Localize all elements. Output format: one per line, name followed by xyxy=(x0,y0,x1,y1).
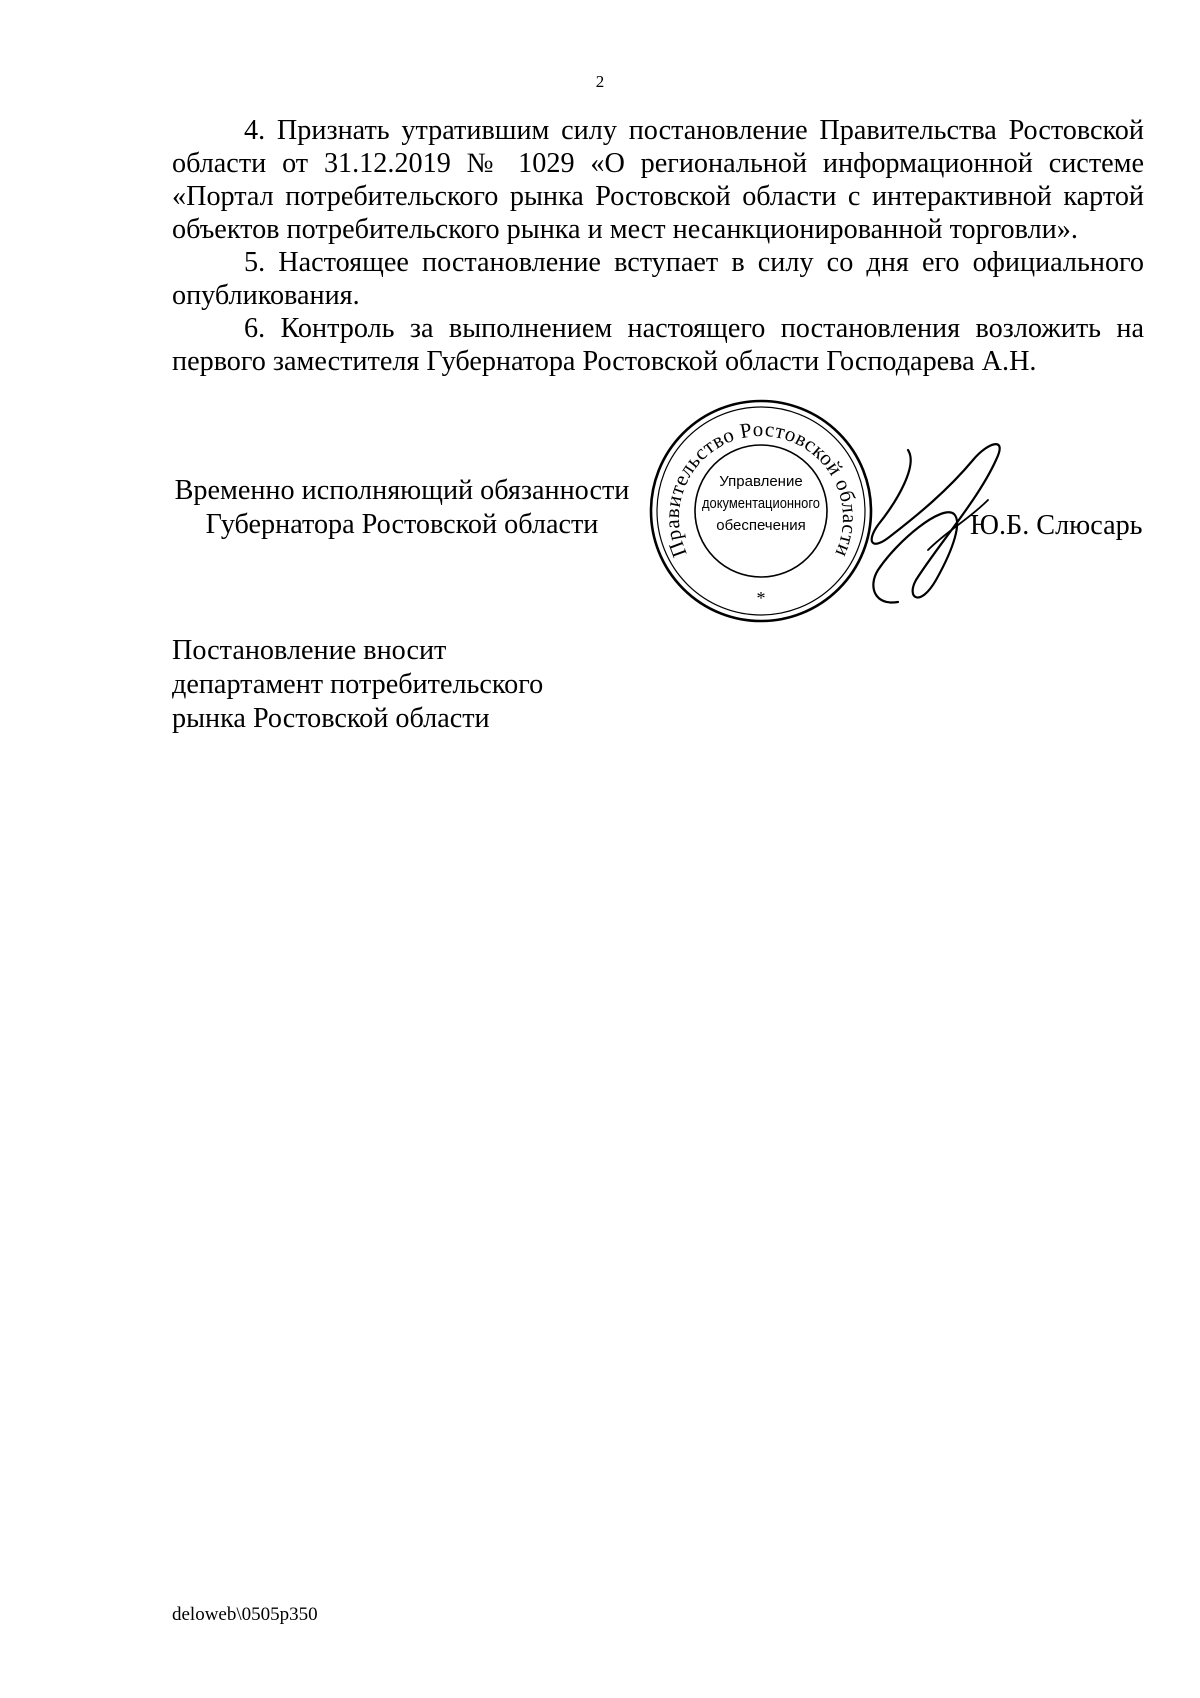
seal-center-line1: Управление xyxy=(719,473,803,490)
paragraph-6: 6. Контроль за выполнением настоящего постановления возложить на первого заместителя Губернатора Ростовской области Господарева А.Н. xyxy=(172,313,1144,377)
submitted-by-line2: департамент потребительского xyxy=(172,669,544,700)
submitted-by-line1: Постановление вносит xyxy=(172,635,447,666)
seal-center-line2: документационного xyxy=(702,495,820,512)
signatory-position-line1: Временно исполняющий обязанности xyxy=(174,475,630,506)
seal-center-line3: обеспечения xyxy=(716,517,806,534)
submitted-by-block xyxy=(172,634,543,736)
seal-star: * xyxy=(756,588,766,608)
official-seal xyxy=(648,398,874,624)
paragraph-5: 5. Настоящее постановление вступает в силу со дня его официального опубликования. xyxy=(172,247,1144,311)
submitted-by-line3: рынка Ростовской области xyxy=(172,703,490,734)
signatory-position-line2: Губернатора Ростовской области xyxy=(205,509,599,540)
seal-ring-text: Правительство Ростовской области xyxy=(659,416,863,562)
decree-body xyxy=(172,114,1144,378)
paragraph-4: 4. Признать утратившим силу постановление Правительства Ростовской области от 31.12.2019 № 1029 «О региональной информационной системе «Портал потребительского рынка Ростовской области с интерактивной картой объектов потребительского рынка и мест несанкционированной торговли». xyxy=(172,115,1144,245)
page-number: 2 xyxy=(595,72,605,91)
signatory-name: Ю.Б. Слюсарь xyxy=(970,510,1143,541)
signatory-position xyxy=(172,474,632,542)
document-footer-code: deloweb\0505p350 xyxy=(172,1604,318,1625)
